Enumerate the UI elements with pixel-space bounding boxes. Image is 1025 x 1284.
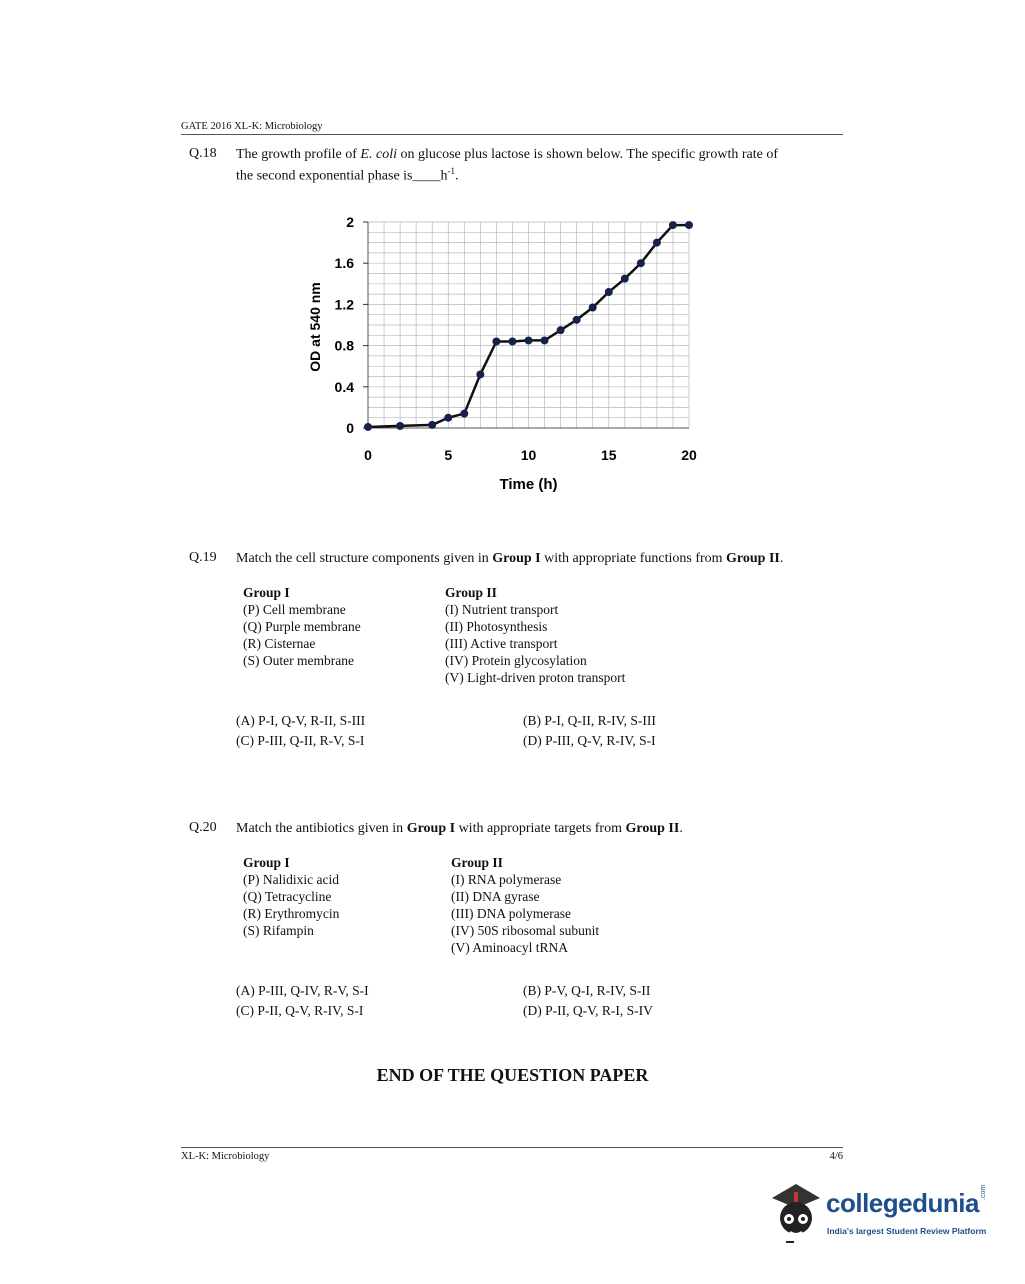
q20-group1: Group I (P) Nalidixic acid (Q) Tetracycline (R) Erythromycin (S) Rifampin — [243, 855, 340, 938]
data-point — [396, 422, 404, 430]
q18-number: Q.18 — [189, 146, 217, 161]
chart-grid — [368, 222, 689, 428]
q18-text: The growth profile of E. coli on glucose plus lactose is shown below. The specific growth rate of the second exponential phase $is\_\_\_\_h^{-1}$. — [236, 147, 778, 184]
q19-group1: Group I (P) Cell membrane (Q) Purple membrane (R) Cisternae (S) Outer membrane — [243, 585, 361, 668]
y-axis-label: OD at 540 nm — [307, 282, 323, 372]
data-point — [573, 316, 581, 324]
data-point — [637, 259, 645, 267]
data-point — [428, 421, 436, 429]
y-tick-label: 0.8 — [334, 337, 354, 354]
y-ticks — [335, 214, 368, 436]
q19-option-a: (A) P-I, Q-V, R-II, S-III — [236, 713, 366, 728]
mascot-icon — [766, 1178, 826, 1248]
data-point — [444, 414, 452, 422]
data-point — [508, 337, 516, 345]
data-point — [589, 303, 597, 311]
data-point — [541, 336, 549, 344]
data-point — [525, 336, 533, 344]
data-point — [685, 221, 693, 229]
q20-option-b: (B) P-V, Q-I, R-IV, S-II — [523, 983, 651, 998]
header-rule — [181, 134, 843, 135]
x-tick-label: 10 — [520, 447, 537, 463]
q20-number: Q.20 — [189, 820, 217, 835]
footer-subject: XL-K: Microbiology — [181, 1151, 270, 1162]
end-of-paper: END OF THE QUESTION PAPER — [376, 1065, 649, 1085]
footer-rule — [181, 1147, 843, 1148]
page-number: 4/6 — [829, 1151, 843, 1162]
data-point — [557, 326, 565, 334]
y-tick-label: 1.2 — [334, 296, 354, 313]
y-tick-label: 2 — [346, 214, 354, 230]
x-tick-label: 5 — [444, 447, 453, 463]
x-tick-label: 15 — [600, 447, 617, 463]
data-point — [621, 275, 629, 283]
brand-suffix: .com — [980, 1184, 987, 1200]
q19-group2: Group II (I) Nutrient transport (II) Photosynthesis (III) Active transport (IV) Protein glycosylation (V) Light-driven proton transport — [445, 585, 626, 685]
q20-option-c: (C) P-II, Q-V, R-IV, S-I — [236, 1003, 364, 1018]
data-point — [460, 410, 468, 418]
q19-text: Match the cell structure components given in Group I with appropriate functions from Group II. — [236, 551, 784, 566]
data-point — [492, 337, 500, 345]
x-axis-label: Time (h) — [499, 476, 558, 493]
y-tick-label: 0 — [346, 420, 354, 436]
collegedunia-logo[interactable] — [766, 1178, 996, 1248]
page-header: GATE 2016 XL-K: Microbiology — [181, 121, 323, 132]
x-tick-label: 0 — [364, 447, 372, 463]
q20-text: Match the antibiotics given in Group I with appropriate targets from Group II. — [236, 821, 683, 836]
data-point — [605, 288, 613, 296]
q19-option-b: (B) P-I, Q-II, R-IV, S-III — [523, 713, 656, 728]
x-tick-label: 20 — [681, 447, 697, 463]
q20-option-d: (D) P-II, Q-V, R-I, S-IV — [523, 1003, 653, 1018]
data-point — [653, 239, 661, 247]
data-point — [669, 221, 677, 229]
q20-group2: Group II (I) RNA polymerase (II) DNA gyrase (III) DNA polymerase (IV) 50S ribosomal subunit (V) Aminoacyl tRNA — [451, 855, 600, 955]
data-point — [364, 423, 372, 431]
q20-option-a: (A) P-III, Q-IV, R-V, S-I — [236, 983, 369, 998]
q19-number: Q.19 — [189, 550, 217, 565]
q19-option-d: (D) P-III, Q-V, R-IV, S-I — [523, 733, 656, 748]
brand-tagline: India's largest Student Review Platform — [827, 1226, 987, 1236]
growth-chart — [290, 205, 720, 505]
data-point — [476, 370, 484, 378]
y-tick-label: 1.6 — [334, 255, 354, 272]
x-ticks — [364, 447, 697, 463]
y-tick-label: 0.4 — [334, 378, 354, 395]
brand-name: collegedunia — [826, 1188, 979, 1218]
q19-option-c: (C) P-III, Q-II, R-V, S-I — [236, 733, 365, 748]
